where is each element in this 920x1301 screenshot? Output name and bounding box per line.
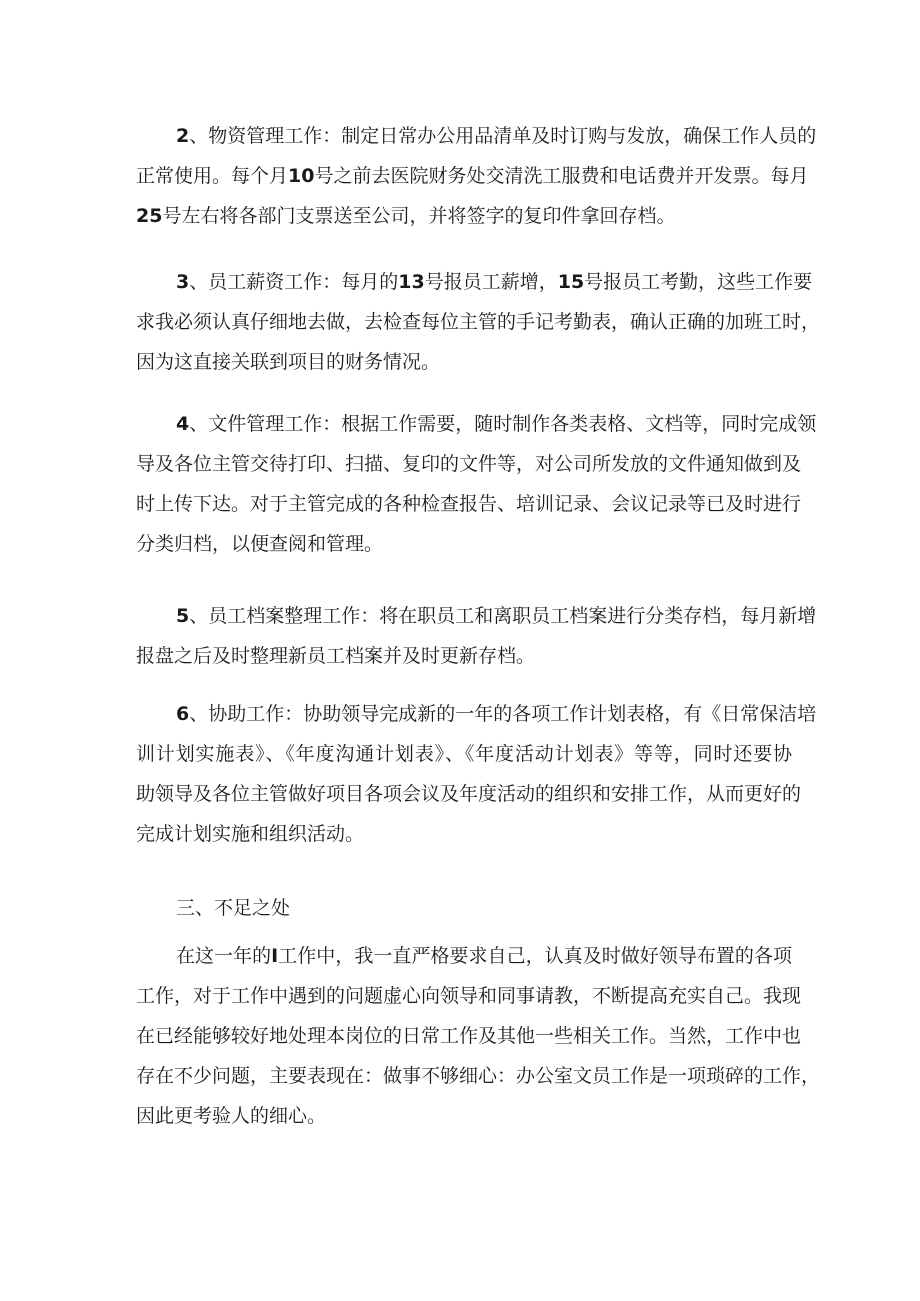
text-line: 在已经能够较好地处理本岗位的日常工作及其他一些相关工作。当然，工作中也 bbox=[136, 1025, 802, 1047]
paragraph-item-5 bbox=[136, 596, 817, 676]
text-line: 助领导及各位主管做好项目各项会议及年度活动的组织和安排工作，从而更好的 bbox=[136, 783, 802, 805]
text-line: 完成计划实施和组织活动。 bbox=[136, 823, 365, 845]
text-line: 在这一年的I工作中，我一直严格要求自己，认真及时做好领导布置的各项 bbox=[176, 945, 792, 967]
text-line: 5、员工档案整理工作：将在职员工和离职员工档案进行分类存档，每月新增 bbox=[176, 605, 817, 627]
text-line: 工作，对于工作中遇到的问题虚心向领导和同事请教，不断提高充实自己。我现 bbox=[136, 985, 802, 1007]
text-line: 因此更考验人的细心。 bbox=[136, 1105, 327, 1127]
text-line: 6、协助工作：协助领导完成新的一年的各项工作计划表格，有《日常保洁培 bbox=[176, 703, 817, 725]
text-line: 时上传下达。对于主管完成的各种检查报告、培训记录、会议记录等已及时进行 bbox=[136, 493, 802, 515]
paragraph-item-3 bbox=[136, 262, 821, 382]
text-line: 导及各位主管交待打印、扫描、复印的文件等，对公司所发放的文件通知做到及 bbox=[136, 453, 802, 475]
text-line: 训计划实施表》、《年度沟通计划表》、《年度活动计划表》等等，同时还要协 bbox=[136, 743, 792, 765]
text-line: 3、员工薪资工作：每月的13号报员工薪增，15号报员工考勤，这些工作要 bbox=[176, 271, 813, 293]
section-heading bbox=[136, 888, 792, 928]
text-line: 4、文件管理工作：根据工作需要，随时制作各类表格、文档等，同时完成领 bbox=[176, 413, 817, 435]
text-line: 正常使用。每个月10号之前去医院财务处交清洗工服费和电话费并开发票。每月 bbox=[136, 165, 809, 187]
text-line: 求我必须认真仔细地去做，去检查每位主管的手记考勤表，确认正确的加班工时， bbox=[136, 311, 821, 333]
text-line: 因为这直接关联到项目的财务情况。 bbox=[136, 351, 441, 373]
text-line: 25号左右将各部门支票送至公司，并将签字的复印件拿回存档。 bbox=[136, 205, 676, 227]
paragraph-item-6 bbox=[136, 694, 817, 854]
text-line: 报盘之后及时整理新员工档案并及时更新存档。 bbox=[136, 645, 536, 667]
text-line: 分类归档，以便查阅和管理。 bbox=[136, 533, 384, 555]
text-line: 存在不少问题，主要表现在：做事不够细心：办公室文员工作是一项琐碎的工作， bbox=[136, 1065, 821, 1087]
heading-text: 三、不足之处 bbox=[176, 897, 291, 919]
paragraph-item-2 bbox=[136, 116, 817, 236]
paragraph-item-4 bbox=[136, 404, 817, 564]
text-line: 2、物资管理工作：制定日常办公用品清单及时订购与发放，确保工作人员的 bbox=[176, 125, 817, 147]
paragraph-summary bbox=[136, 936, 821, 1136]
